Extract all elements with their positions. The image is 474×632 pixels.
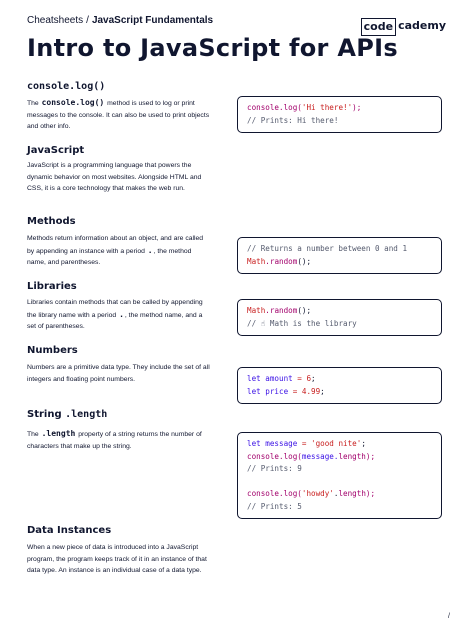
- code-token: =: [297, 374, 302, 383]
- code-token: .random: [265, 256, 298, 266]
- code-block-string-length: [237, 432, 442, 519]
- text-fragment: Libraries contain methods that can be called by appending the library name with a period: [27, 299, 203, 319]
- section-heading-data-instances: Data Instances: [27, 525, 112, 536]
- section-text-numbers: Numbers are a primitive data type. They include the set of all integers and floating point numbers.: [27, 364, 210, 383]
- code-token: .: [333, 489, 339, 498]
- section-text-console-log: [27, 97, 211, 133]
- code-comment: // Prints: Hi there!: [247, 115, 339, 125]
- code-token: //: [247, 318, 261, 328]
- logo-code-box: code: [361, 18, 396, 36]
- code-token: length: [338, 489, 366, 498]
- code-keyword: let: [247, 439, 261, 448]
- breadcrumb-cheatsheets-link[interactable]: Cheatsheets: [27, 15, 84, 26]
- page-title: Intro to JavaScript for APIs: [27, 34, 398, 62]
- inline-code: console.log(): [41, 98, 105, 107]
- heading-code: console.log(): [27, 81, 106, 92]
- section-text-string-length: [27, 428, 211, 452]
- code-keyword: let: [247, 386, 261, 396]
- heading-text: String: [27, 409, 62, 420]
- code-token: ();: [297, 256, 312, 266]
- code-number: 6: [301, 374, 312, 383]
- text-fragment: The: [27, 431, 39, 438]
- code-comment: // Prints: 9: [247, 464, 302, 473]
- section-text-libraries: [27, 297, 211, 333]
- code-token: .random: [265, 306, 298, 315]
- section-heading-console-log: [27, 81, 105, 92]
- code-keyword: let: [247, 374, 261, 383]
- code-token: ();: [297, 306, 312, 315]
- code-token: Math: [247, 256, 266, 266]
- code-token: length: [338, 451, 366, 461]
- code-token: =: [301, 439, 307, 448]
- section-heading-string-length: [27, 409, 107, 420]
- section-heading-methods: Methods: [27, 216, 76, 227]
- code-comment: [247, 319, 357, 328]
- text-fragment: method is used to log or print messages to the console. It can also be used to print objects and other info.: [27, 100, 210, 130]
- pointing-up-icon: ☝: [260, 318, 266, 328]
- inline-code: .length: [41, 429, 76, 438]
- code-comment: // Prints: 5: [247, 501, 302, 511]
- text-fragment: property of a string returns the number of characters that make up the string.: [27, 431, 202, 450]
- text-fragment: , the method name, and parentheses.: [27, 247, 192, 266]
- code-number: 4.99: [297, 386, 321, 396]
- code-token: console.log(: [247, 451, 302, 461]
- code-token: Math is the library: [265, 318, 357, 328]
- section-text-data-instances: When a new piece of data is introduced into a JavaScript program, the program keeps track of it in an instance of that data type. An instance is an individual case of a data type.: [27, 544, 207, 574]
- code-token: console.log(: [247, 489, 302, 498]
- code-token: );: [365, 451, 376, 461]
- text-fragment: , the method name, and a set of parentheses.: [27, 311, 203, 330]
- code-block-methods: [237, 237, 442, 274]
- code-token: 'Hi there!': [301, 103, 353, 112]
- text-fragment: Methods return information about an object, and are called by appending an instance with a period: [27, 235, 204, 255]
- section-heading-numbers: Numbers: [27, 345, 78, 356]
- code-block-numbers: [237, 367, 442, 404]
- inline-code: .: [147, 245, 153, 255]
- section-text-methods: [27, 233, 211, 269]
- text-fragment: The: [27, 100, 39, 107]
- code-token: Math: [247, 306, 266, 315]
- code-token: price: [260, 386, 293, 396]
- code-string: 'howdy': [301, 489, 334, 498]
- code-token: );: [365, 489, 376, 498]
- breadcrumb-current: JavaScript Fundamentals: [91, 15, 214, 26]
- breadcrumb: [27, 15, 213, 26]
- code-token: amount: [260, 374, 298, 383]
- code-string: 'good nite': [306, 439, 362, 448]
- code-token: ;: [361, 439, 366, 448]
- section-heading-libraries: Libraries: [27, 281, 77, 292]
- breadcrumb-separator: /: [86, 15, 89, 26]
- page-number: /: [448, 613, 450, 620]
- inline-code: .: [119, 309, 124, 319]
- code-token: message: [260, 439, 302, 448]
- code-token: message.: [301, 451, 339, 461]
- code-block-libraries: [237, 299, 442, 336]
- code-token: );: [352, 103, 362, 112]
- code-token: console.log(: [247, 103, 302, 112]
- code-token: ;: [320, 386, 325, 396]
- logo-cademy-text: cademy: [398, 19, 446, 32]
- section-text-javascript: JavaScript is a programming language that powers the dynamic behavior on most websites. Alongside HTML and CSS, it is a core technology that makes the web run.: [27, 162, 202, 192]
- heading-code: .length: [65, 409, 108, 420]
- section-heading-javascript: JavaScript: [27, 145, 85, 156]
- code-token: =: [292, 386, 298, 396]
- code-comment: // Returns a number between 0 and 1: [247, 244, 408, 253]
- code-token: ;: [311, 374, 316, 383]
- code-block-console-log: [237, 96, 442, 133]
